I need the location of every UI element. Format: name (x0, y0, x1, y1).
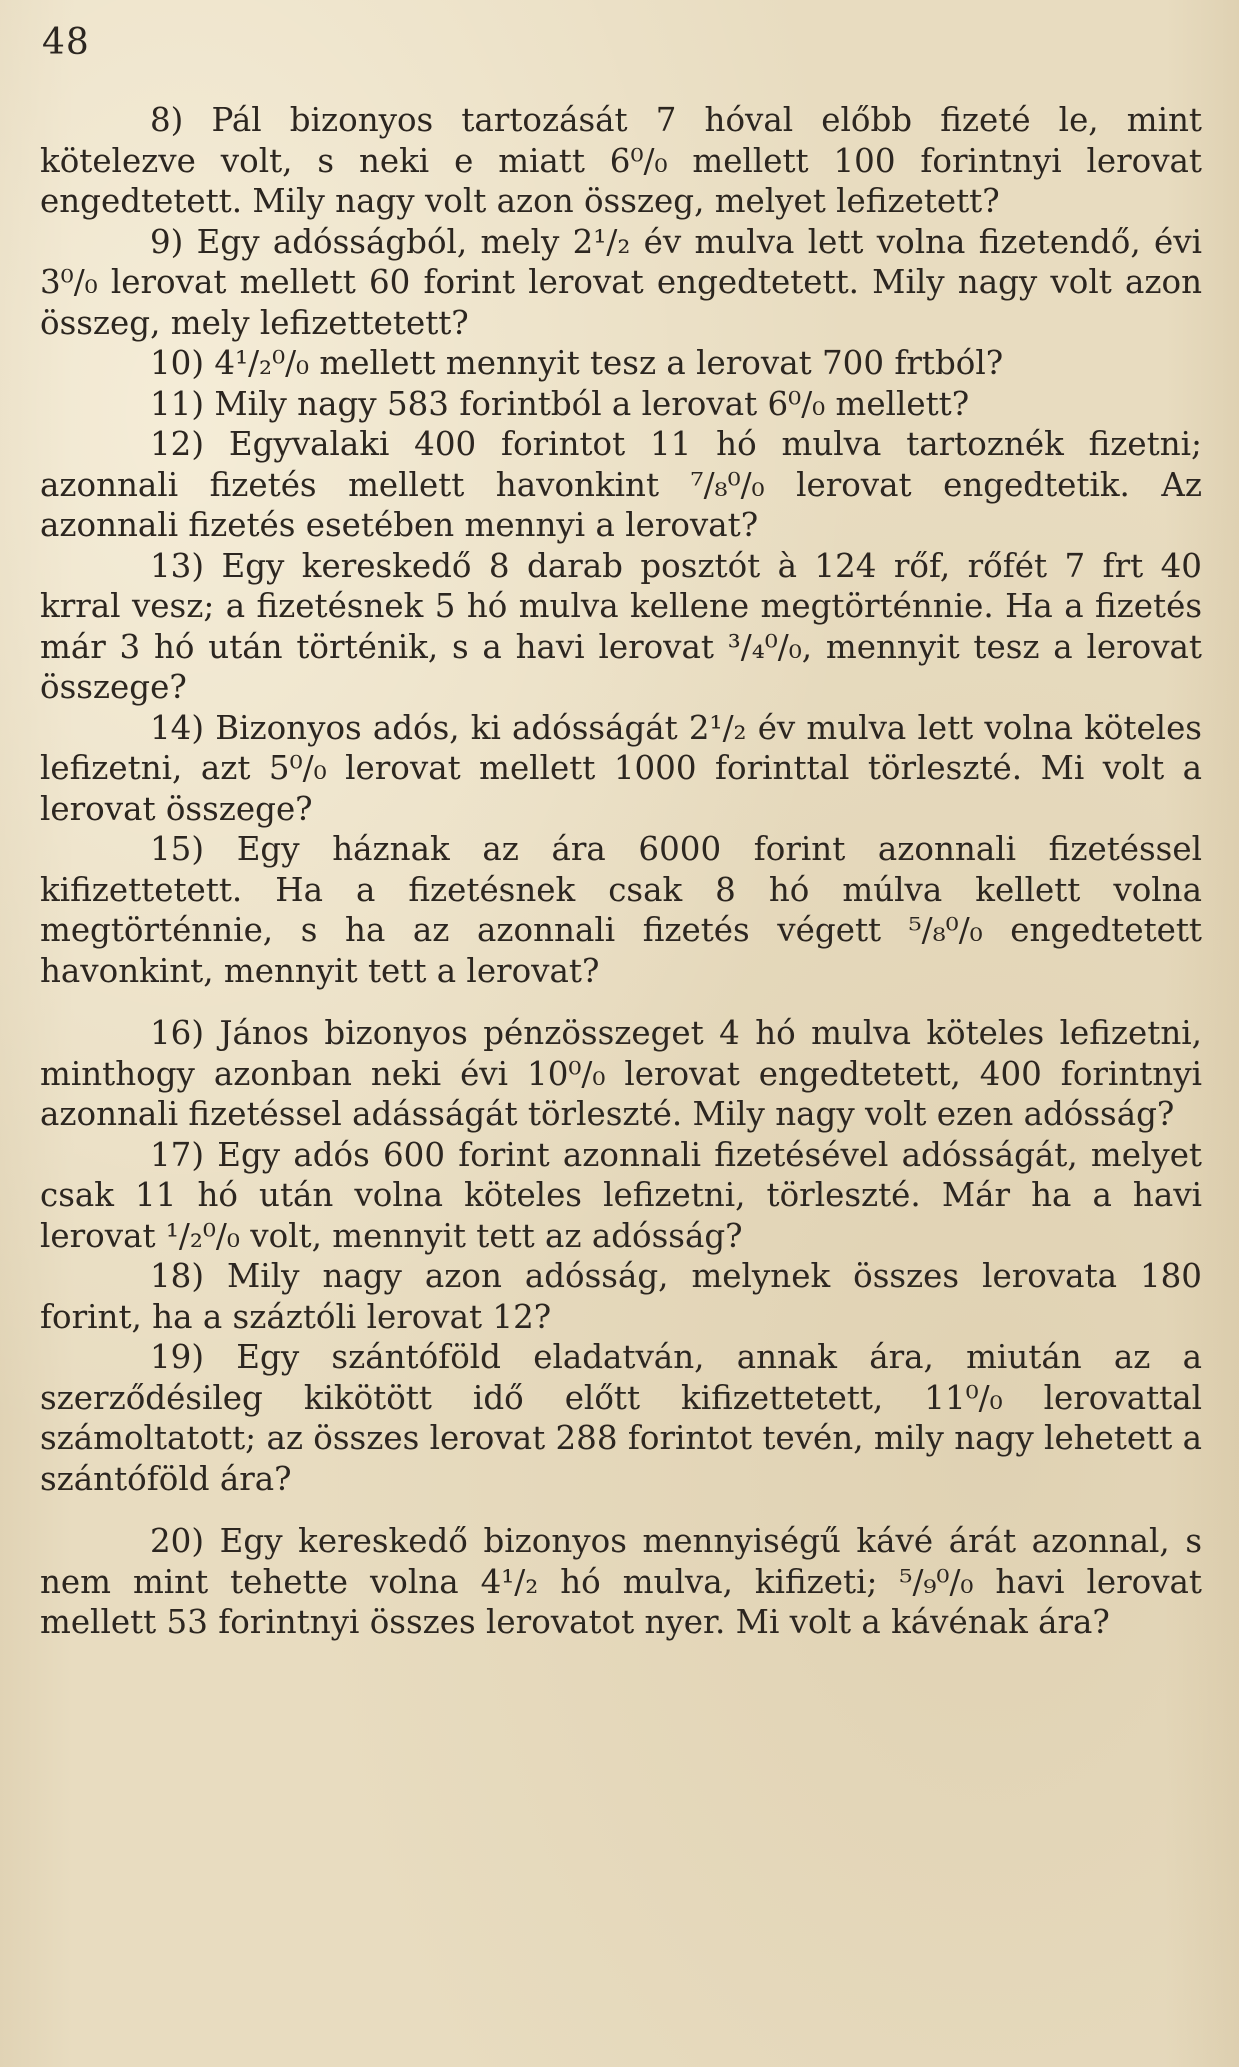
problem-14 (40, 708, 1202, 830)
problem-19 (40, 1337, 1202, 1499)
problem-text: Bizonyos adós, ki adósságát 2¹/₂ év mulva lett volna köteles lefizetni, azt 5⁰/₀ lerovat mellett 1000 forinttal törleszté. Mi volt a lerovat összege? (40, 708, 1202, 828)
problem-9 (40, 222, 1202, 344)
problem-number: 11) (150, 384, 205, 423)
problem-text: János bizonyos pénzösszeget 4 hó mulva köteles lefizetni, minthogy azonban neki évi 10⁰/₀ lerovat engedtetett, 400 forintnyi azonnali fizetéssel adásságát törleszté. Mily nagy volt ezen adósság? (40, 1014, 1202, 1133)
problem-number: 19) (150, 1338, 205, 1376)
problem-text: Pál bizonyos tartozását 7 hóval előbb fizeté le, mint kötelezve volt, s neki e miatt 6⁰/₀ mellett 100 forintnyi lerovat engedtetett. Mily nagy volt azon összeg, melyet lefizetett? (40, 101, 1202, 220)
problem-number: 12) (150, 425, 205, 463)
page-number: 48 (42, 22, 90, 63)
problem-text: Egy kereskedő bizonyos mennyiségű kávé árát azonnal, s nem mint tehette volna 4¹/₂ hó mulva, kifizeti; ⁵/₉⁰/₀ havi lerovat mellett 53 forintnyi összes lerovatot nyer. Mi volt a kávénak ára? (40, 1522, 1202, 1641)
problem-number: 17) (150, 1135, 205, 1174)
problem-8 (40, 100, 1202, 222)
problem-text: Mily nagy 583 forintból a lerovat 6⁰/₀ mellett? (214, 384, 970, 423)
problem-list (40, 100, 1202, 1643)
problem-16 (40, 1013, 1202, 1135)
problem-number: 18) (150, 1257, 205, 1295)
problem-text: Mily nagy azon adósság, melynek összes lerovata 180 forint, ha a száztóli lerovat 12? (40, 1257, 1202, 1336)
problem-number: 15) (150, 830, 205, 868)
problem-number: 10) (150, 344, 205, 382)
problem-10 (40, 343, 1202, 384)
problem-text: Egy adós 600 forint azonnali fizetésével adósságát, melyet csak 11 hó után volna köteles lefizetni, törleszté. Már ha a havi lerovat ¹/₂⁰/₀ volt, mennyit tett az adósság? (40, 1135, 1202, 1255)
problem-text: Egy kereskedő 8 darab posztót à 124 rőf, rőfét 7 frt 40 krral vesz; a fizetésnek 5 hó mulva kellene megtörténnie. Ha a fizetés már 3 hó után történik, s a havi lerovat ³/₄⁰/₀, mennyit tesz a lerovat összege? (40, 546, 1202, 706)
problem-number: 20) (150, 1522, 205, 1560)
problem-text: Egy háznak az ára 6000 forint azonnali fizetéssel kifizettetett. Ha a fizetésnek csak 8 hó múlva kellett volna megtörténnie, s ha az azonnali fizetés végett ⁵/₈⁰/₀ engedtetett havonkint, mennyit tett a lerovat? (40, 830, 1202, 990)
problem-12 (40, 424, 1202, 546)
problem-number: 13) (150, 546, 205, 585)
problem-18 (40, 1256, 1202, 1337)
problem-text: 4¹/₂⁰/₀ mellett mennyit tesz a lerovat 700 frtból? (214, 344, 1004, 382)
problem-text: Egy adósságból, mely 2¹/₂ év mulva lett volna fizetendő, évi 3⁰/₀ lerovat mellett 60 forint lerovat engedtetett. Mily nagy volt azon összeg, mely lefizettetett? (40, 222, 1202, 342)
problem-number: 9) (150, 222, 184, 261)
problem-13 (40, 546, 1202, 708)
problem-text: Egy szántóföld eladatván, annak ára, miután az a szerződésileg kikötött idő előtt kifizettetett, 11⁰/₀ lerovattal számoltatott; az összes lerovat 288 forintot tevén, mily nagy lehetett a szántóföld ára? (40, 1338, 1202, 1498)
problem-text: Egyvalaki 400 forintot 11 hó mulva tartoznék fizetni; azonnali fizetés mellett havonkint ⁷/₈⁰/₀ lerovat engedtetik. Az azonnali fizetés esetében mennyi a lerovat? (40, 425, 1202, 544)
problem-number: 8) (150, 101, 184, 139)
problem-number: 14) (150, 708, 205, 747)
problem-17 (40, 1135, 1202, 1257)
problem-number: 16) (150, 1014, 205, 1052)
problem-20 (40, 1521, 1202, 1643)
problem-15 (40, 829, 1202, 991)
problem-11 (40, 384, 1202, 425)
